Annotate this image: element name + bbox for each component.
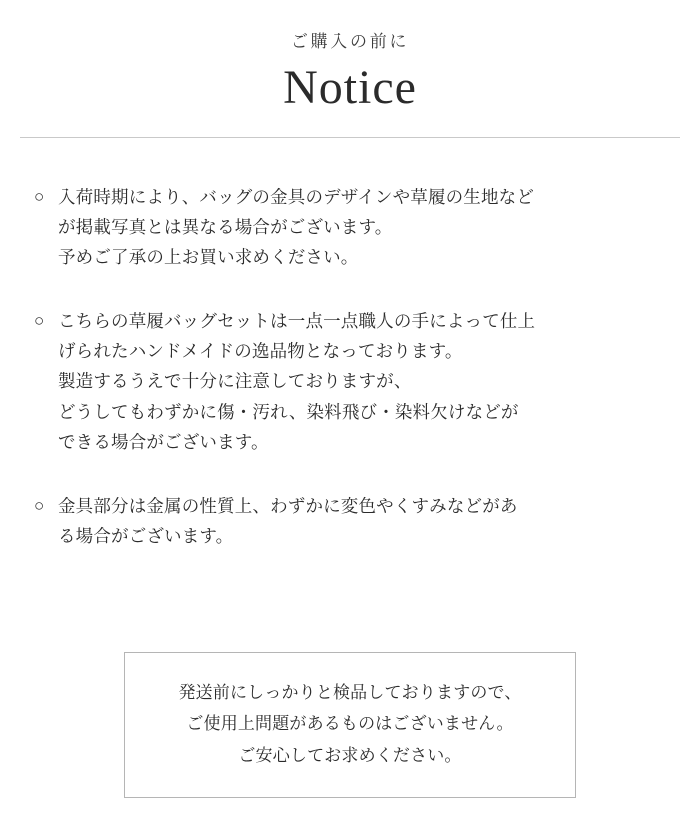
note-text [58, 491, 666, 551]
footer-line: 発送前にしっかりと検品しておりますので、 [178, 683, 522, 702]
notes-list [0, 138, 700, 551]
list-item [34, 182, 666, 272]
note-line: げられたハンドメイドの逸品物となっております。 [58, 341, 463, 362]
note-line: 金具部分は金属の性質上、わずかに変色やくすみなどがあ [58, 495, 518, 516]
bullet-circle-icon: ○ [34, 311, 45, 331]
page-header [0, 0, 700, 138]
reassurance-box [124, 652, 576, 798]
header-subtitle: ご購入の前に [290, 32, 410, 51]
note-line: 入荷時期により、バッグの金具のデザインや草履の生地など [58, 186, 534, 207]
footer-line: ご使用上問題があるものはございません。 [186, 714, 514, 734]
bullet-circle-icon: ○ [34, 186, 45, 206]
footer-box-container [0, 652, 700, 798]
page-title: Notice [283, 60, 417, 114]
note-line: こちらの草履バッグセットは一点一点職人の手によって仕上 [58, 311, 536, 332]
note-line: 予めご了承の上お買い求めください。 [58, 247, 359, 268]
list-item [34, 491, 666, 551]
note-text [58, 182, 666, 272]
footer-line: ご安心してお求めください。 [238, 745, 462, 765]
note-line: が掲載写真とは異なる場合がございます。 [58, 217, 393, 238]
note-line: 製造するうえで十分に注意しておりますが、 [58, 371, 412, 392]
note-line: できる場合がございます。 [58, 431, 269, 452]
note-line: どうしてもわずかに傷・汚れ、染料飛び・染料欠けなどが [58, 401, 519, 422]
note-text [58, 306, 666, 456]
list-item [34, 306, 666, 456]
bullet-circle-icon: ○ [34, 495, 45, 515]
note-line: る場合がございます。 [58, 525, 234, 546]
